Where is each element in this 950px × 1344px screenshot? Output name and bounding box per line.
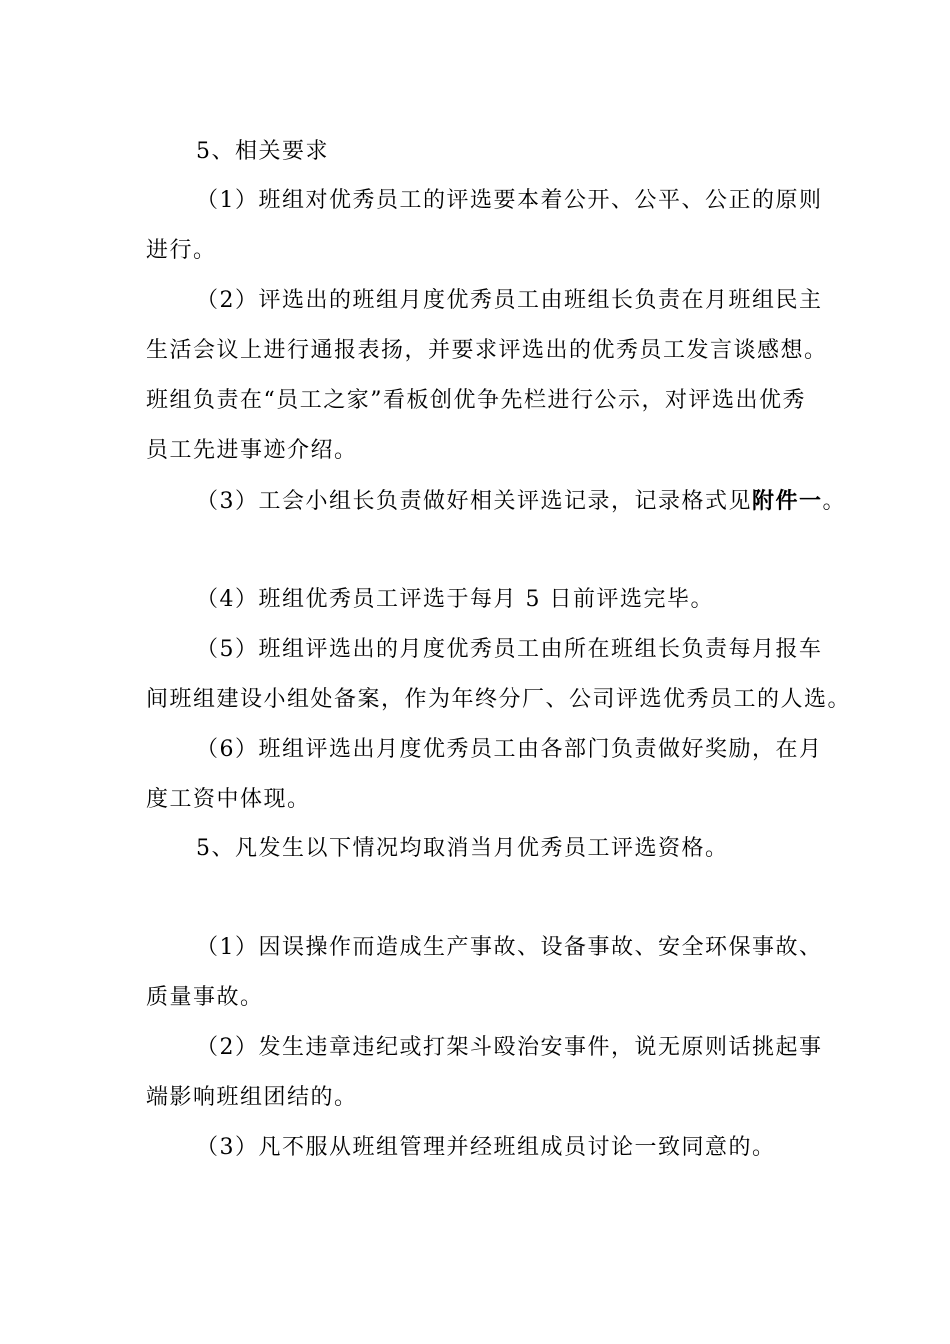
paragraph-dis-3: （3）凡不服从班组管理并经班组成员讨论一致同意的。 (196, 1135, 776, 1160)
paragraph-req-2-line-3: 班组负责在“员工之家”看板创优争先栏进行公示，对评选出优秀 (146, 388, 806, 413)
paragraph-req-1-line-1: （1）班组对优秀员工的评选要本着公开、公平、公正的原则 (196, 188, 823, 213)
paragraph-req-6-line-1: （6）班组评选出月度优秀员工由各部门负责做好奖励，在月 (196, 737, 823, 762)
paragraph-req-5-line-2: 间班组建设小组处备案，作为年终分厂、公司评选优秀员工的人选。 (146, 687, 852, 712)
attachment-reference: 附件一 (752, 488, 823, 514)
paragraph-req-4: （4）班组优秀员工评选于每月 5 日前评选完毕。 (196, 587, 714, 612)
paragraph-dis-2-line-1: （2）发生违章违纪或打架斗殴治安事件，说无原则话挑起事 (196, 1035, 823, 1060)
section-heading-disqualify: 5、凡发生以下情况均取消当月优秀员工评选资格。 (196, 836, 729, 861)
section-heading-requirements: 5、相关要求 (196, 139, 329, 164)
paragraph-req-2-line-2: 生活会议上进行通报表扬，并要求评选出的优秀员工发言谈感想。 (146, 338, 828, 363)
paragraph-dis-2-line-2: 端影响班组团结的。 (146, 1085, 358, 1110)
paragraph-req-2-line-1: （2）评选出的班组月度优秀员工由班组长负责在月班组民主 (196, 288, 823, 313)
paragraph-req-1-line-2: 进行。 (146, 238, 217, 263)
paragraph-dis-1-line-1: （1）因误操作而造成生产事故、设备事故、安全环保事故、 (196, 935, 823, 960)
paragraph-dis-1-line-2: 质量事故。 (146, 985, 264, 1010)
paragraph-req-3-period: 。 (822, 489, 847, 514)
paragraph-req-5-line-1: （5）班组评选出的月度优秀员工由所在班组长负责每月报车 (196, 637, 823, 662)
paragraph-req-3 (196, 486, 846, 517)
paragraph-req-3-text: （3）工会小组长负责做好相关评选记录，记录格式见 (196, 489, 752, 514)
paragraph-req-2-line-4: 员工先进事迹介绍。 (146, 438, 358, 463)
paragraph-req-6-line-2: 度工资中体现。 (146, 787, 311, 812)
